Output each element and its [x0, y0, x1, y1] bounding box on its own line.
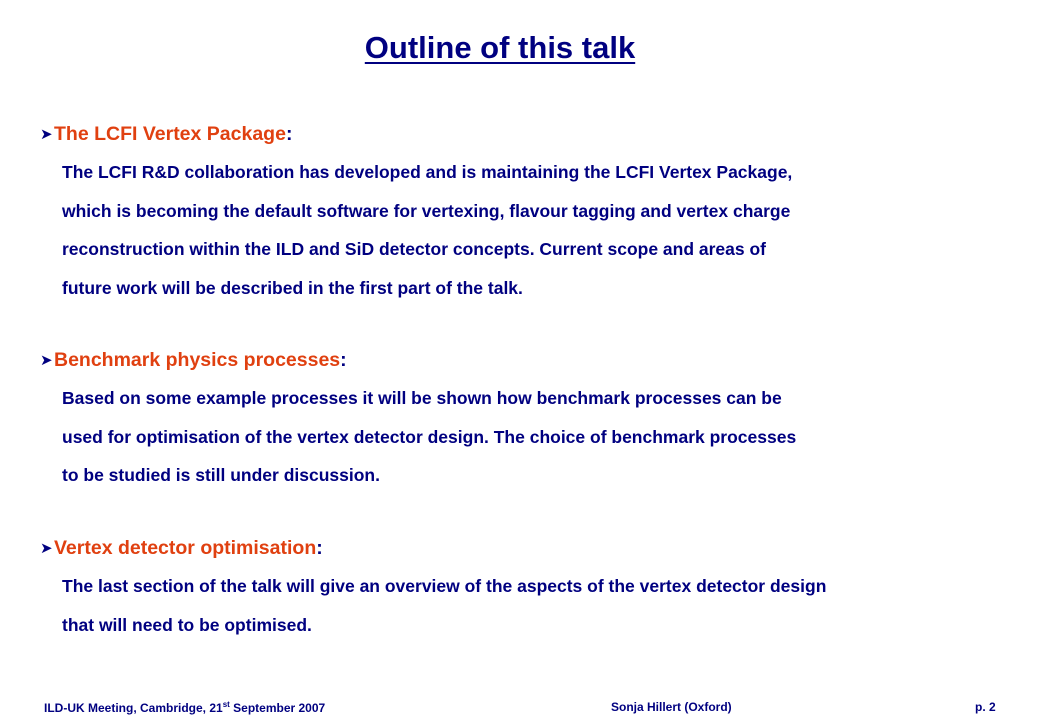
section-heading-text: The LCFI Vertex Package	[54, 123, 286, 145]
heading-colon: :	[340, 349, 347, 371]
heading-colon: :	[316, 537, 323, 559]
section-body-line: that will need to be optimised.	[62, 614, 312, 635]
section-body-line: The LCFI R&D collaboration has developed and is maintaining the LCFI Vertex Package,	[62, 162, 793, 182]
section-heading-text: Benchmark physics processes	[54, 349, 341, 371]
footer-meeting-suffix: September 2007	[229, 701, 326, 715]
arrow-bullet-icon: ➤	[40, 126, 53, 143]
heading-colon: :	[285, 123, 293, 145]
section-heading	[40, 535, 1030, 561]
section-body-line: used for optimisation of the vertex detector design. The choice of benchmark processes	[62, 426, 797, 447]
section-lcfi-vertex-package	[40, 121, 1030, 307]
footer-author: Sonja Hillert (Oxford)	[611, 700, 732, 714]
section-heading-text: Vertex detector optimisation	[54, 537, 317, 559]
section-benchmark-physics	[40, 347, 1030, 495]
footer-meeting-sup: st	[222, 700, 230, 709]
section-vertex-detector-optimisation	[40, 535, 1030, 644]
section-body-line: Based on some example processes it will be shown how benchmark processes can be	[62, 388, 782, 408]
section-body-line: which is becoming the default software for vertexing, flavour tagging and vertex charge	[62, 200, 791, 221]
section-body-line: future work will be described in the first part of the talk.	[62, 277, 523, 298]
section-heading	[40, 121, 1030, 147]
arrow-bullet-icon: ➤	[40, 352, 53, 369]
section-body-line: The last section of the talk will give an overview of the aspects of the vertex detector design	[62, 576, 827, 596]
arrow-bullet-icon: ➤	[40, 540, 53, 557]
section-body-line: to be studied is still under discussion.	[62, 465, 380, 485]
slide-title: Outline of this talk	[364, 30, 636, 65]
section-heading	[40, 347, 1030, 373]
footer-page-number: p. 2	[975, 700, 996, 714]
section-body-line: reconstruction within the ILD and SiD detector concepts. Current scope and areas of	[62, 239, 767, 259]
footer-meeting	[44, 700, 325, 715]
footer-meeting-prefix: ILD-UK Meeting, Cambridge, 21	[44, 701, 223, 715]
